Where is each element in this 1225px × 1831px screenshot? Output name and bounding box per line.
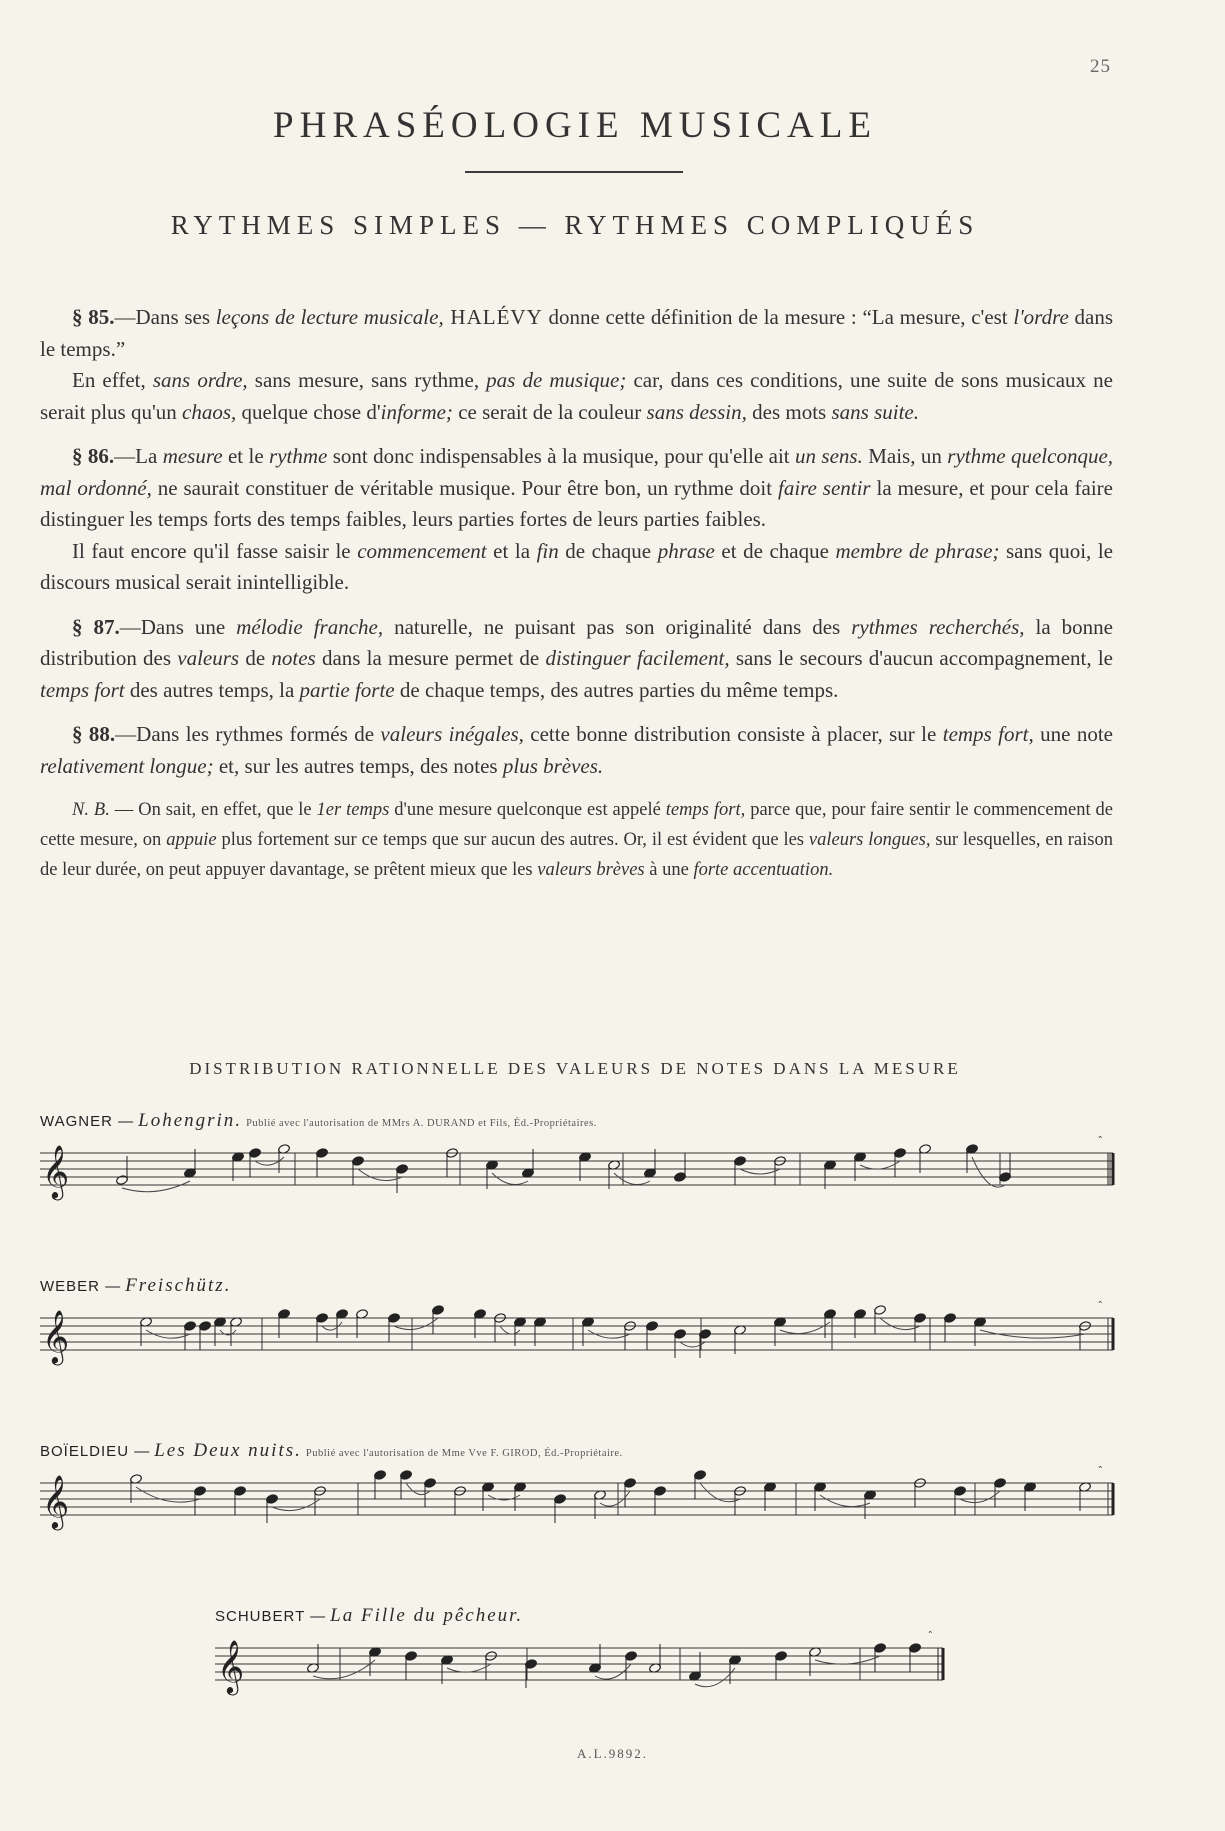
slur bbox=[860, 1161, 900, 1169]
slur bbox=[358, 1169, 402, 1181]
slur bbox=[815, 1656, 880, 1664]
example-heading-weber bbox=[40, 1275, 231, 1297]
note-nb: N. B. — On sait, en effet, que le 1er temps d'une mesure quelconque est appelé temps fort, parce que, pour faire sentir le commencement de cette mesure, on appuie plus fortement sur ce temps que sur aucun des autres. Or, il est évident que les valeurs longues, sur lesquelles, en raison de leur durée, on peut appuyer davantage, se prêtent mieux que les valeurs brèves à une forte accentuation. bbox=[40, 800, 1114, 880]
paragraph-85b: En effet, sans ordre, sans mesure, sans rythme, pas de musique; car, dans ces conditions, une suite de sons musicaux ne serait plus qu'un chaos, quelque chose d'informe; ce serait de la couleur sans dessin, des mots sans suite. bbox=[40, 368, 1113, 424]
page-number: 25 bbox=[1090, 56, 1111, 77]
distribution-title: DISTRIBUTION RATIONNELLE DES VALEURS DE NOTES DANS LA MESURE bbox=[189, 1059, 961, 1078]
paragraph-88: § 88.—Dans les rythmes formés de valeurs inégales, cette bonne distribution consiste à placer, sur le temps fort, une note relativement longue; et, sur les autres temps, des notes plus brèves. bbox=[40, 722, 1113, 778]
treble-clef: 𝄞 bbox=[42, 1144, 70, 1198]
fermata bbox=[928, 1631, 932, 1633]
work-title: Les Deux nuits. bbox=[154, 1440, 302, 1461]
slur bbox=[272, 1499, 320, 1511]
section-number: § 85. bbox=[72, 305, 115, 329]
slur bbox=[313, 1660, 375, 1679]
publisher-credit: Publié avec l'autorisation de MMrs A. DURAND et Fils, Éd.-Propriétaires. bbox=[246, 1118, 597, 1129]
composer-name: WAGNER — bbox=[40, 1113, 135, 1130]
section-number: § 88. bbox=[72, 722, 116, 746]
composer-name: SCHUBERT — bbox=[215, 1608, 327, 1625]
staff-weber bbox=[40, 1298, 1115, 1378]
composer-name: WEBER — bbox=[40, 1278, 122, 1295]
example-heading-wagner bbox=[40, 1110, 597, 1132]
treble-clef: 𝄞 bbox=[42, 1309, 70, 1363]
treble-clef: 𝄞 bbox=[42, 1474, 70, 1528]
work-title: Freischütz. bbox=[125, 1275, 232, 1296]
page-title: PHRASÉOLOGIE MUSICALE bbox=[273, 105, 877, 146]
slur bbox=[780, 1322, 830, 1334]
page-subtitle: RYTHMES SIMPLES — RYTHMES COMPLIQUÉS bbox=[170, 210, 980, 240]
fermata bbox=[1098, 1466, 1102, 1468]
slur bbox=[122, 1181, 190, 1192]
publisher-credit: Publié avec l'autorisation de Mme Vve F. GIROD, Éd.-Propriétaire. bbox=[305, 1448, 623, 1459]
treble-clef: 𝄞 bbox=[217, 1639, 245, 1693]
slur bbox=[880, 1318, 920, 1330]
slur bbox=[820, 1495, 870, 1507]
nb-label: N. B. bbox=[72, 800, 110, 820]
plate-number: A.L.9892. bbox=[576, 1746, 649, 1761]
work-title: Lohengrin. bbox=[138, 1110, 243, 1131]
staff-schubert bbox=[215, 1628, 945, 1708]
fermata bbox=[1098, 1301, 1102, 1303]
paragraph-85: § 85.—Dans ses leçons de lecture musicale, HALÉVY donne cette définition de la mesure : “La mesure, c'est l'ordre dans le temps.” bbox=[40, 305, 1113, 361]
fermata bbox=[1098, 1136, 1102, 1138]
example-heading-boieldieu bbox=[40, 1440, 623, 1462]
slur bbox=[136, 1487, 200, 1502]
staff-wagner bbox=[40, 1133, 1115, 1213]
paragraph-86b: Il faut encore qu'il fasse saisir le commencement et la fin de chaque phrase et de chaque membre de phrase; sans quoi, le discours musical serait inintelligible. bbox=[40, 538, 1113, 594]
staff-boieldieu bbox=[40, 1463, 1115, 1543]
example-heading-schubert bbox=[215, 1605, 523, 1627]
composer-name: BOÏELDIEU — bbox=[40, 1443, 151, 1460]
slur bbox=[394, 1318, 438, 1330]
work-title: La Fille du pêcheur. bbox=[330, 1605, 524, 1626]
section-number: § 86. bbox=[72, 444, 115, 468]
slur bbox=[960, 1491, 1000, 1503]
paragraph-86: § 86.—La mesure et le rythme sont donc indispensables à la musique, pour qu'elle ait un sens. Mais, un rythme quelconque, mal ordonné, ne saurait constituer de véritable musique. Pour être bon, un rythme doit faire sentir la mesure, et pour cela faire distinguer les temps forts des temps faibles, leurs parties fortes de leurs parties faibles. bbox=[40, 444, 1114, 531]
slur bbox=[740, 1169, 780, 1174]
slur bbox=[500, 1326, 520, 1334]
paragraph-87: § 87.—Dans une mélodie franche, naturelle, ne puisant pas son originalité dans des rythmes recherchés, la bonne distribution des valeurs de notes dans la mesure permet de distinguer facilement, sans le secours d'aucun accompagnement, le temps fort des autres temps, la partie forte de chaque temps, des autres parties du même temps. bbox=[40, 614, 1113, 702]
section-number: § 87. bbox=[72, 614, 120, 639]
title-rule bbox=[465, 171, 683, 173]
slur bbox=[695, 1668, 735, 1687]
slur bbox=[447, 1664, 491, 1672]
body-text bbox=[40, 302, 1113, 885]
